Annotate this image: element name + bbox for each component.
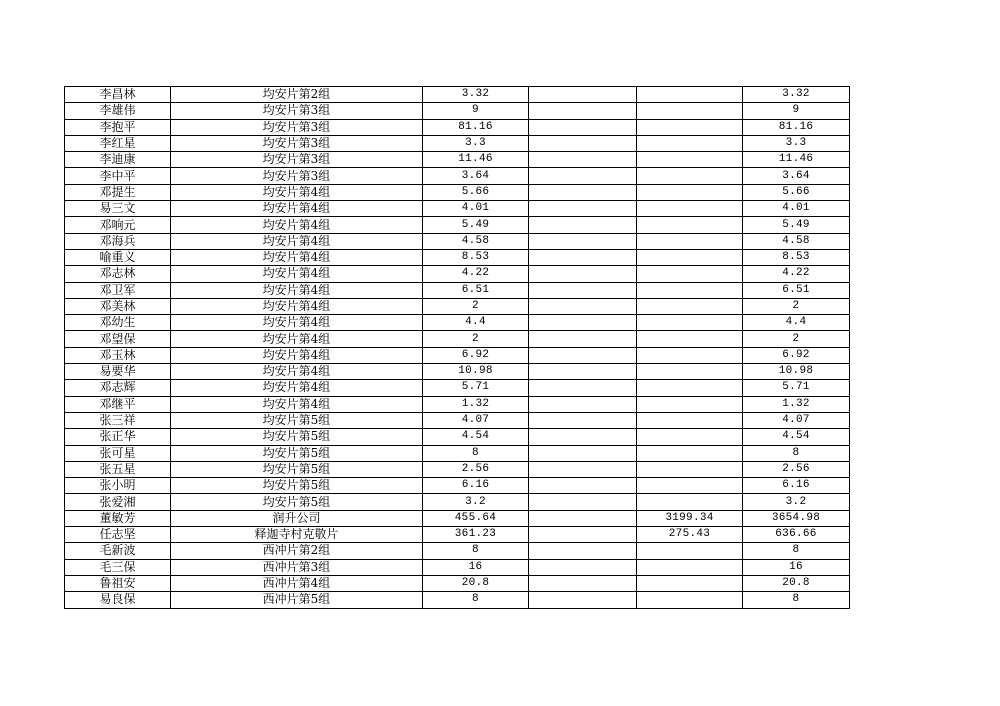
name-cell: 鲁祖安 (65, 575, 171, 591)
total-cell: 4.4 (743, 315, 850, 331)
table-row (65, 266, 850, 282)
empty-cell (529, 87, 637, 103)
empty-cell (529, 315, 637, 331)
empty-cell (529, 478, 637, 494)
amount-cell: 5.66 (423, 184, 529, 200)
total-cell: 2 (743, 331, 850, 347)
amount-cell: 9 (423, 103, 529, 119)
table-row (65, 412, 850, 428)
other-cell (637, 543, 743, 559)
total-cell: 6.51 (743, 282, 850, 298)
table-row (65, 364, 850, 380)
area-cell: 均安片第4组 (171, 266, 423, 282)
empty-cell (529, 119, 637, 135)
total-cell: 4.01 (743, 201, 850, 217)
total-cell: 11.46 (743, 152, 850, 168)
amount-cell: 8 (423, 445, 529, 461)
empty-cell (529, 168, 637, 184)
total-cell: 8 (743, 543, 850, 559)
name-cell: 任志坚 (65, 527, 171, 543)
empty-cell (529, 103, 637, 119)
area-cell: 西冲片第3组 (171, 559, 423, 575)
total-cell: 5.49 (743, 217, 850, 233)
other-cell (637, 298, 743, 314)
total-cell: 2.56 (743, 461, 850, 477)
table-row (65, 461, 850, 477)
amount-cell: 4.54 (423, 429, 529, 445)
name-cell: 李中平 (65, 168, 171, 184)
area-cell: 均安片第4组 (171, 396, 423, 412)
area-cell: 均安片第3组 (171, 152, 423, 168)
other-cell (637, 461, 743, 477)
total-cell: 636.66 (743, 527, 850, 543)
total-cell: 9 (743, 103, 850, 119)
area-cell: 均安片第3组 (171, 119, 423, 135)
area-cell: 润升公司 (171, 510, 423, 526)
table-row (65, 315, 850, 331)
amount-cell: 2 (423, 331, 529, 347)
name-cell: 易要华 (65, 364, 171, 380)
other-cell (637, 364, 743, 380)
empty-cell (529, 543, 637, 559)
table-row (65, 298, 850, 314)
name-cell: 毛新波 (65, 543, 171, 559)
table-row (65, 282, 850, 298)
name-cell: 张可星 (65, 445, 171, 461)
name-cell: 张小明 (65, 478, 171, 494)
name-cell: 李迪康 (65, 152, 171, 168)
amount-cell: 1.32 (423, 396, 529, 412)
name-cell: 邓志林 (65, 266, 171, 282)
empty-cell (529, 217, 637, 233)
total-cell: 16 (743, 559, 850, 575)
table-row (65, 233, 850, 249)
area-cell: 西冲片第5组 (171, 592, 423, 608)
other-cell: 275.43 (637, 527, 743, 543)
amount-cell: 361.23 (423, 527, 529, 543)
total-cell: 10.98 (743, 364, 850, 380)
table-row (65, 168, 850, 184)
other-cell (637, 478, 743, 494)
total-cell: 3.3 (743, 135, 850, 151)
other-cell (637, 315, 743, 331)
other-cell (637, 266, 743, 282)
area-cell: 均安片第5组 (171, 478, 423, 494)
amount-cell: 4.4 (423, 315, 529, 331)
amount-cell: 4.22 (423, 266, 529, 282)
table-row (65, 331, 850, 347)
empty-cell (529, 331, 637, 347)
area-cell: 均安片第5组 (171, 429, 423, 445)
area-cell: 西冲片第4组 (171, 575, 423, 591)
table-row (65, 494, 850, 510)
total-cell: 3.64 (743, 168, 850, 184)
empty-cell (529, 494, 637, 510)
other-cell: 3199.34 (637, 510, 743, 526)
name-cell: 董敏芳 (65, 510, 171, 526)
other-cell (637, 412, 743, 428)
total-cell: 20.8 (743, 575, 850, 591)
table-row (65, 478, 850, 494)
name-cell: 邓海兵 (65, 233, 171, 249)
table-row (65, 201, 850, 217)
empty-cell (529, 249, 637, 265)
other-cell (637, 135, 743, 151)
empty-cell (529, 266, 637, 282)
table-row (65, 152, 850, 168)
amount-cell: 5.71 (423, 380, 529, 396)
other-cell (637, 380, 743, 396)
table-row (65, 575, 850, 591)
area-cell: 均安片第4组 (171, 233, 423, 249)
name-cell: 喻重义 (65, 249, 171, 265)
name-cell: 张爱湘 (65, 494, 171, 510)
table-row (65, 87, 850, 103)
total-cell: 8 (743, 445, 850, 461)
total-cell: 8.53 (743, 249, 850, 265)
table-row (65, 592, 850, 608)
empty-cell (529, 233, 637, 249)
area-cell: 均安片第4组 (171, 201, 423, 217)
other-cell (637, 494, 743, 510)
total-cell: 4.22 (743, 266, 850, 282)
empty-cell (529, 135, 637, 151)
other-cell (637, 396, 743, 412)
table-body (65, 87, 850, 609)
empty-cell (529, 412, 637, 428)
empty-cell (529, 298, 637, 314)
empty-cell (529, 461, 637, 477)
other-cell (637, 119, 743, 135)
area-cell: 均安片第4组 (171, 249, 423, 265)
area-cell: 均安片第4组 (171, 217, 423, 233)
other-cell (637, 152, 743, 168)
empty-cell (529, 282, 637, 298)
name-cell: 邓望保 (65, 331, 171, 347)
other-cell (637, 201, 743, 217)
area-cell: 均安片第4组 (171, 298, 423, 314)
name-cell: 李抱平 (65, 119, 171, 135)
amount-cell: 3.3 (423, 135, 529, 151)
area-cell: 均安片第5组 (171, 461, 423, 477)
name-cell: 邓继平 (65, 396, 171, 412)
amount-cell: 2 (423, 298, 529, 314)
name-cell: 李红星 (65, 135, 171, 151)
amount-cell: 8 (423, 543, 529, 559)
empty-cell (529, 347, 637, 363)
amount-cell: 4.01 (423, 201, 529, 217)
area-cell: 释迦寺村克敬片 (171, 527, 423, 543)
area-cell: 均安片第5组 (171, 412, 423, 428)
empty-cell (529, 152, 637, 168)
total-cell: 6.92 (743, 347, 850, 363)
area-cell: 均安片第5组 (171, 494, 423, 510)
area-cell: 均安片第3组 (171, 168, 423, 184)
amount-cell: 8.53 (423, 249, 529, 265)
table-row (65, 543, 850, 559)
empty-cell (529, 364, 637, 380)
name-cell: 李昌林 (65, 87, 171, 103)
table-row (65, 119, 850, 135)
total-cell: 3654.98 (743, 510, 850, 526)
table-row (65, 184, 850, 200)
total-cell: 4.07 (743, 412, 850, 428)
name-cell: 邓卫军 (65, 282, 171, 298)
table-row (65, 429, 850, 445)
area-cell: 均安片第2组 (171, 87, 423, 103)
amount-cell: 2.56 (423, 461, 529, 477)
amount-cell: 81.16 (423, 119, 529, 135)
total-cell: 1.32 (743, 396, 850, 412)
amount-cell: 3.32 (423, 87, 529, 103)
empty-cell (529, 527, 637, 543)
name-cell: 邓美林 (65, 298, 171, 314)
total-cell: 6.16 (743, 478, 850, 494)
total-cell: 4.58 (743, 233, 850, 249)
amount-cell: 4.07 (423, 412, 529, 428)
empty-cell (529, 201, 637, 217)
other-cell (637, 217, 743, 233)
other-cell (637, 575, 743, 591)
area-cell: 均安片第3组 (171, 103, 423, 119)
amount-cell: 6.16 (423, 478, 529, 494)
empty-cell (529, 559, 637, 575)
table-row (65, 380, 850, 396)
amount-cell: 10.98 (423, 364, 529, 380)
total-cell: 2 (743, 298, 850, 314)
other-cell (637, 282, 743, 298)
name-cell: 易三文 (65, 201, 171, 217)
data-table (64, 86, 850, 609)
amount-cell: 4.58 (423, 233, 529, 249)
name-cell: 张三祥 (65, 412, 171, 428)
area-cell: 均安片第4组 (171, 282, 423, 298)
name-cell: 李雄伟 (65, 103, 171, 119)
other-cell (637, 249, 743, 265)
area-cell: 西冲片第2组 (171, 543, 423, 559)
name-cell: 张正华 (65, 429, 171, 445)
empty-cell (529, 445, 637, 461)
amount-cell: 6.92 (423, 347, 529, 363)
other-cell (637, 592, 743, 608)
table-row (65, 396, 850, 412)
empty-cell (529, 575, 637, 591)
table-row (65, 510, 850, 526)
other-cell (637, 559, 743, 575)
table-row (65, 347, 850, 363)
amount-cell: 6.51 (423, 282, 529, 298)
empty-cell (529, 380, 637, 396)
name-cell: 邓响元 (65, 217, 171, 233)
amount-cell: 5.49 (423, 217, 529, 233)
area-cell: 均安片第4组 (171, 315, 423, 331)
name-cell: 邓提生 (65, 184, 171, 200)
area-cell: 均安片第4组 (171, 347, 423, 363)
amount-cell: 3.64 (423, 168, 529, 184)
name-cell: 邓玉林 (65, 347, 171, 363)
empty-cell (529, 184, 637, 200)
table-row (65, 527, 850, 543)
total-cell: 3.2 (743, 494, 850, 510)
total-cell: 4.54 (743, 429, 850, 445)
table-row (65, 249, 850, 265)
total-cell: 5.71 (743, 380, 850, 396)
table-row (65, 103, 850, 119)
table-row (65, 559, 850, 575)
other-cell (637, 233, 743, 249)
amount-cell: 3.2 (423, 494, 529, 510)
area-cell: 均安片第4组 (171, 331, 423, 347)
empty-cell (529, 429, 637, 445)
empty-cell (529, 592, 637, 608)
empty-cell (529, 396, 637, 412)
table-row (65, 217, 850, 233)
area-cell: 均安片第3组 (171, 135, 423, 151)
empty-cell (529, 510, 637, 526)
other-cell (637, 184, 743, 200)
name-cell: 邓幼生 (65, 315, 171, 331)
amount-cell: 11.46 (423, 152, 529, 168)
name-cell: 易良保 (65, 592, 171, 608)
amount-cell: 8 (423, 592, 529, 608)
other-cell (637, 429, 743, 445)
area-cell: 均安片第4组 (171, 184, 423, 200)
table-row (65, 445, 850, 461)
area-cell: 均安片第5组 (171, 445, 423, 461)
total-cell: 81.16 (743, 119, 850, 135)
other-cell (637, 347, 743, 363)
name-cell: 张五星 (65, 461, 171, 477)
other-cell (637, 168, 743, 184)
table-row (65, 135, 850, 151)
other-cell (637, 103, 743, 119)
area-cell: 均安片第4组 (171, 380, 423, 396)
other-cell (637, 331, 743, 347)
area-cell: 均安片第4组 (171, 364, 423, 380)
other-cell (637, 87, 743, 103)
name-cell: 毛三保 (65, 559, 171, 575)
amount-cell: 16 (423, 559, 529, 575)
name-cell: 邓志辉 (65, 380, 171, 396)
total-cell: 5.66 (743, 184, 850, 200)
amount-cell: 455.64 (423, 510, 529, 526)
amount-cell: 20.8 (423, 575, 529, 591)
other-cell (637, 445, 743, 461)
total-cell: 3.32 (743, 87, 850, 103)
total-cell: 8 (743, 592, 850, 608)
